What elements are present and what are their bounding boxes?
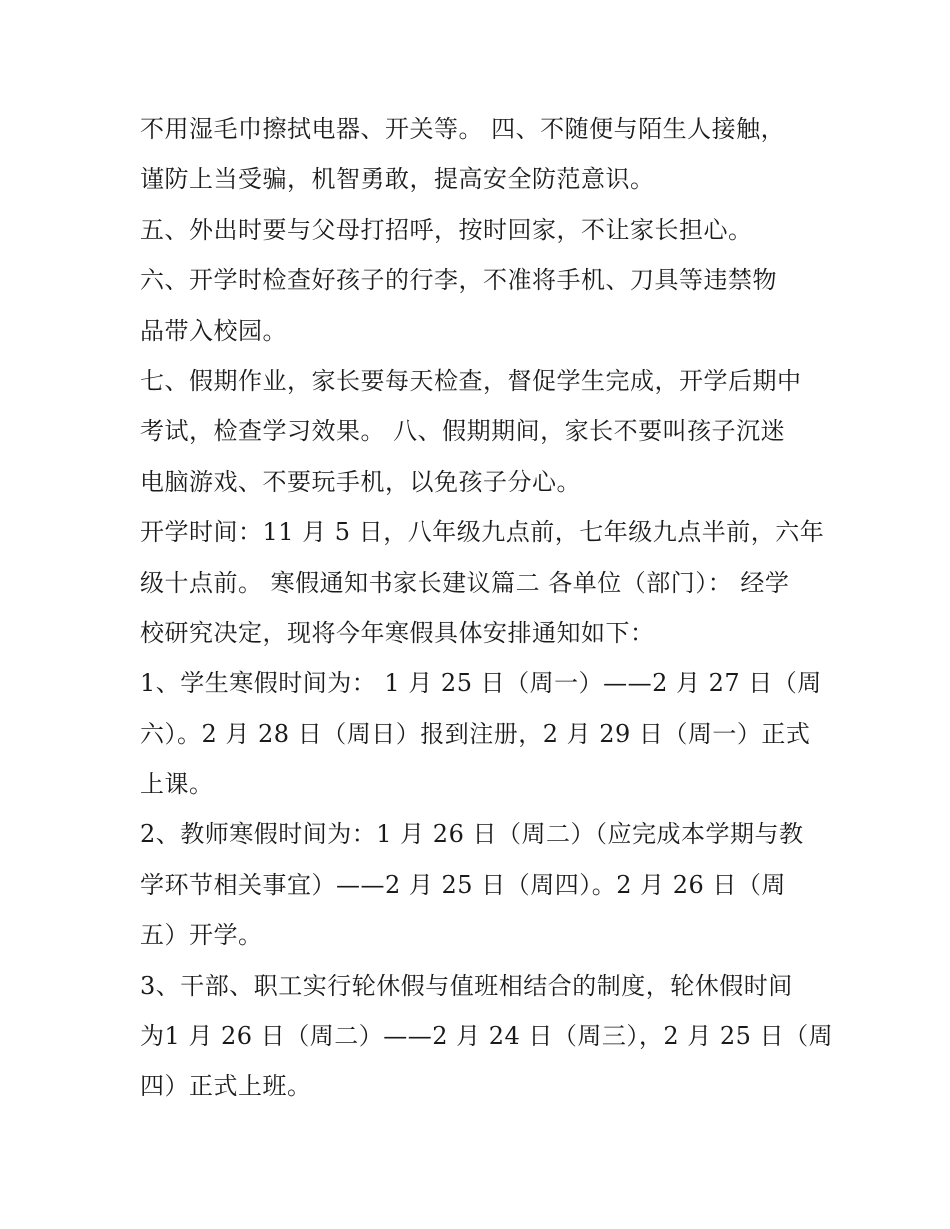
text-line-5: 品带入校园。: [140, 316, 287, 345]
text-line-18: 3、干部、职工实行轮休假与值班相结合的制度，轮休假时间: [140, 971, 793, 1000]
text-line-2: 谨防上当受骗，机智勇敢，提高安全防范意识。: [140, 165, 655, 194]
text-line-19: 为1 月 26 日（周二）——2 月 24 日（周三），2 月 25 日（周: [140, 1022, 834, 1051]
text-line-9: 开学时间：11 月 5 日，八年级九点前，七年级九点半前，六年: [140, 518, 825, 547]
document-body: [140, 104, 834, 1112]
text-line-12: 1、学生寒假时间为： 1 月 25 日（周一）——2 月 27 日（周: [140, 669, 822, 698]
text-line-7: 考试，检查学习效果。 八、假期期间，家长不要叫孩子沉迷: [140, 417, 786, 446]
text-line-1: 不用湿毛巾擦拭电器、开关等。 四、不随便与陌生人接触，: [140, 115, 786, 143]
text-line-10: 级十点前。 寒假通知书家长建议篇二 各单位（部门）： 经学: [140, 568, 790, 597]
text-line-11: 校研究决定，现将今年寒假具体安排通知如下：: [140, 618, 655, 647]
text-line-4: 六、开学时检查好孩子的行李，不准将手机、刀具等违禁物: [140, 266, 777, 295]
text-line-13: 六）。2 月 28 日（周日）报到注册，2 月 29 日（周一）正式: [140, 719, 811, 748]
text-line-17: 五）开学。: [140, 921, 263, 950]
text-line-20: 四）正式上班。: [140, 1072, 312, 1101]
text-line-6: 七、假期作业，家长要每天检查，督促学生完成，开学后期中: [140, 366, 802, 395]
text-line-3: 五、外出时要与父母打招呼，按时回家，不让家长担心。: [140, 215, 753, 244]
text-line-14: 上课。: [140, 770, 214, 799]
text-line-16: 学环节相关事宜）——2 月 25 日（周四）。2 月 26 日（周: [140, 870, 786, 899]
text-line-8: 电脑游戏、不要玩手机，以免孩子分心。: [140, 467, 581, 496]
text-line-15: 2、教师寒假时间为：1 月 26 日（周二）（应完成本学期与教: [140, 820, 804, 849]
